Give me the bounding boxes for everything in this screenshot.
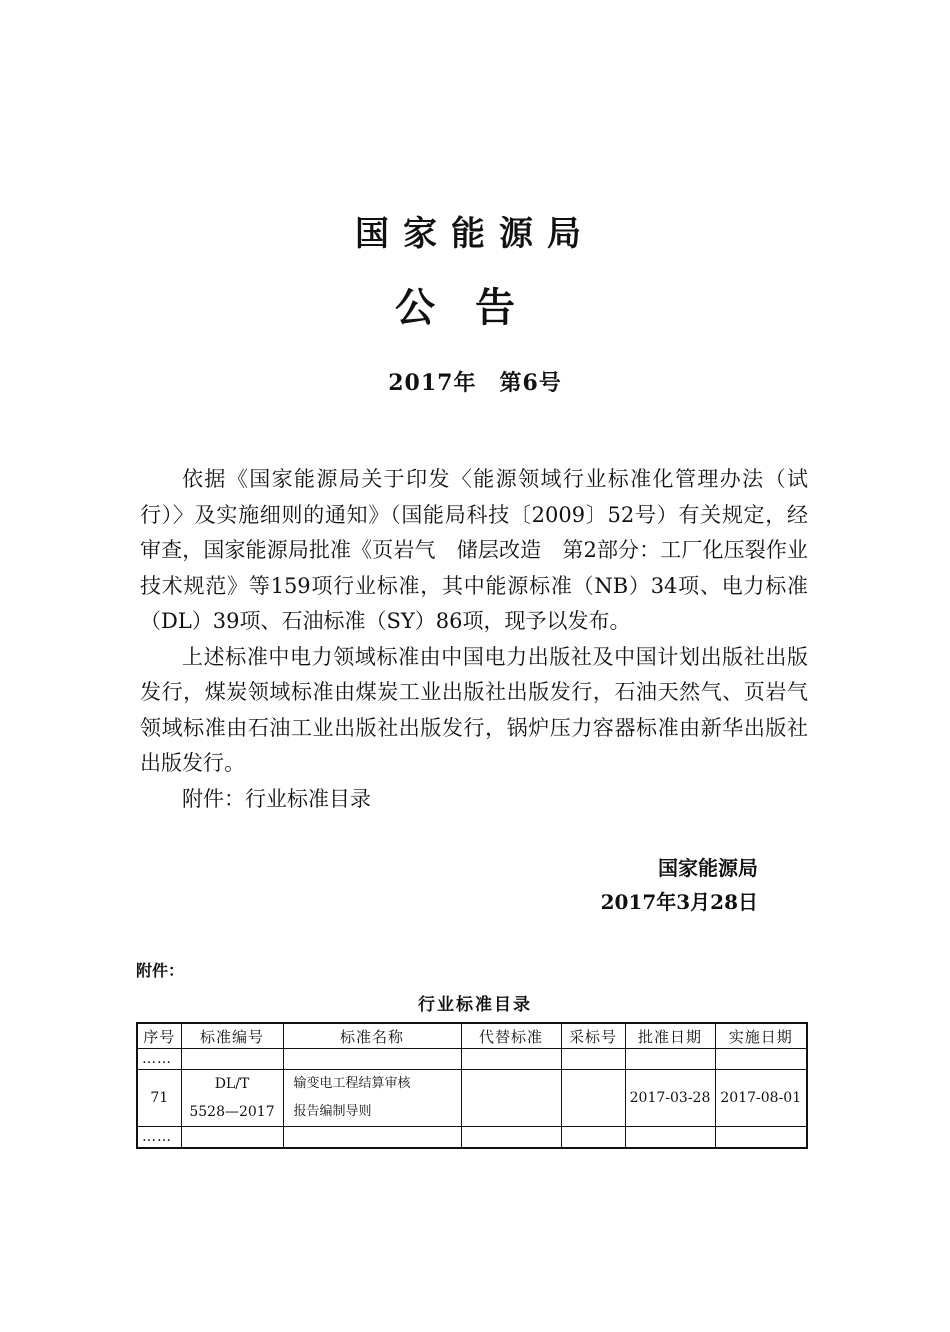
document-number: 2017年 第6号 [388,370,562,396]
paragraph-basis: 依据《国家能源局关于印发〈能源领域行业标准化管理办法（试行）〉及实施细则的通知》（国能局科技〔2009〕52号）有关规定，经审查，国家能源局批准《页岩气 储层改造 第2部分：工厂化压裂作业技术规范》等159项行业标准，其中能源标准（NB）34项、电力标准（DL）39项、石油标准（SY）86项，现予以发布。 [140,467,808,633]
header-code: 标准编号 [181,1023,283,1049]
header-adopted: 采标号 [561,1023,625,1049]
cell-replaced [461,1070,561,1127]
table-title: 行业标准目录 [418,995,532,1015]
table-row-ellipsis [137,1049,807,1070]
document-type: 公告 [395,285,555,331]
table-row-ellipsis [137,1127,807,1149]
header-name: 标准名称 [283,1023,461,1049]
header-seq: 序号 [137,1023,181,1049]
cell-approve-date: 2017-03-28 [625,1070,715,1127]
cell-effective-date: 2017-08-01 [715,1070,807,1127]
table-header-row [137,1023,807,1049]
standards-table [136,1022,808,1149]
header-effective-date: 实施日期 [715,1023,807,1049]
cell-adopted [561,1070,625,1127]
header-approve-date: 批准日期 [625,1023,715,1049]
announcement-body [140,462,808,817]
cell-code-line2: 5528—2017 [189,1104,275,1120]
cell-name [283,1070,461,1127]
issuer-title: 国家能源局 [355,214,595,254]
cell-seq: 71 [137,1070,181,1127]
cell-name-line2: 报告编制导则 [293,1104,372,1119]
signature-org: 国家能源局 [658,856,758,880]
table-row [137,1070,807,1127]
signature-date: 2017年3月28日 [600,890,758,914]
ellipsis-cell: …… [137,1049,181,1070]
cell-name-line1: 输变电工程结算审核 [293,1076,411,1091]
paragraph-publishers: 上述标准中电力领域标准由中国电力出版社及中国计划出版社出版发行，煤炭领域标准由煤炭工业出版社出版发行，石油天然气、页岩气领域标准由石油工业出版社出版发行，锅炉压力容器标准由新华出版社出版发行。 [140,644,808,775]
cell-code [181,1070,283,1127]
paragraph-attachment: 附件：行业标准目录 [182,786,371,811]
attachment-label: 附件： [136,961,185,980]
ellipsis-cell: …… [137,1127,181,1149]
cell-code-line1: DL/T [214,1076,250,1092]
header-replaced: 代替标准 [461,1023,561,1049]
